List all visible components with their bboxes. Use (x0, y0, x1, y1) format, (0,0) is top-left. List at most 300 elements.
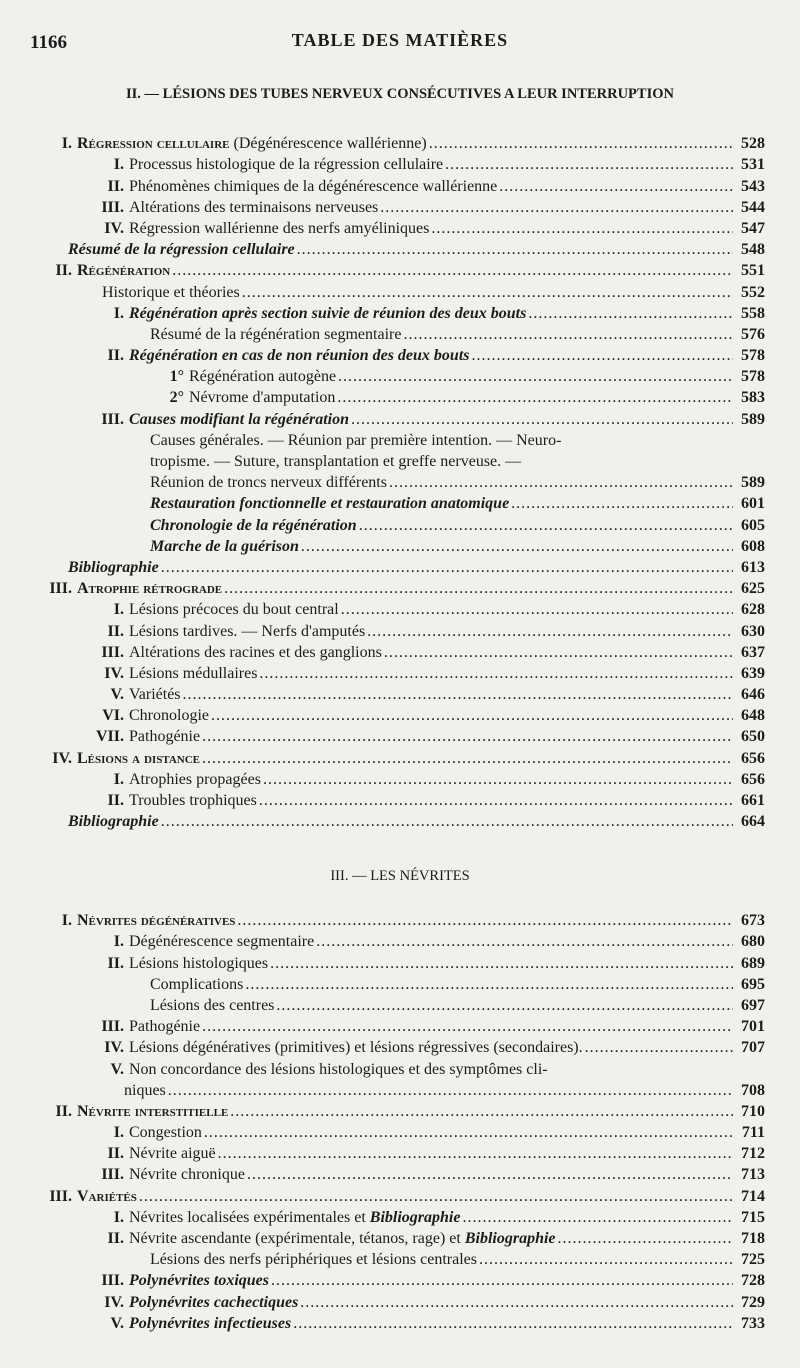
dot-leader (445, 155, 733, 175)
entry-page-number: 673 (741, 912, 765, 930)
entry-title: Polynévrites cachectiques (129, 1293, 299, 1311)
entry-page-number: 613 (741, 558, 765, 576)
entry-italic-suffix: Bibliographie (369, 1208, 461, 1226)
toc2-entry[interactable] (40, 197, 765, 218)
entry-label (150, 494, 509, 514)
entry-number: II. (107, 1230, 124, 1247)
toc2-entry[interactable] (40, 303, 765, 324)
toc3-entry[interactable] (40, 1185, 765, 1206)
dot-leader (384, 643, 733, 663)
entry-number: VI. (102, 707, 124, 725)
entry-label (90, 219, 429, 239)
dot-leader (297, 240, 733, 260)
toc2-entry[interactable] (40, 557, 765, 578)
dot-leader (139, 1187, 733, 1207)
toc2-entry[interactable] (40, 175, 765, 196)
dot-leader (300, 1293, 733, 1313)
dot-leader (479, 1250, 733, 1270)
entry-title: Régression wallérienne des nerfs amyéliniques (129, 219, 430, 237)
page-title: TABLE DES MATIÈRES (291, 30, 509, 50)
entry-number: III. (101, 1272, 124, 1290)
toc3-entry[interactable] (40, 1313, 765, 1334)
entry-label (150, 431, 561, 451)
entry-title: Lésions a distance (77, 749, 200, 767)
entry-title: Variétés (129, 686, 181, 704)
toc3-entry[interactable] (40, 1016, 765, 1037)
toc2-entry[interactable] (40, 133, 765, 154)
dot-leader (202, 1017, 733, 1037)
toc3-entry[interactable] (40, 910, 765, 931)
dot-leader (183, 685, 733, 705)
toc-section-3 (40, 910, 765, 1334)
entry-page-number: 589 (741, 474, 765, 492)
entry-title: Causes modifiant la régénération (129, 410, 350, 428)
entry-label (40, 261, 170, 281)
entry-label (150, 452, 521, 472)
dot-leader (172, 261, 733, 281)
entry-label (90, 304, 526, 324)
entry-label (40, 1187, 137, 1207)
entry-page-number: 729 (741, 1293, 765, 1311)
entry-number: II. (107, 622, 124, 640)
toc3-entry[interactable] (40, 1228, 765, 1249)
entry-page-number: 680 (741, 933, 765, 951)
entry-number: V. (110, 686, 124, 704)
dot-leader (462, 1208, 733, 1228)
entry-label (90, 1314, 291, 1334)
entry-page-number: 714 (741, 1187, 765, 1205)
entry-page-number: 728 (741, 1272, 765, 1290)
entry-title: Régénération en cas de non réunion des deux bouts (129, 347, 470, 365)
entry-label (90, 155, 443, 175)
toc2-entry[interactable] (40, 154, 765, 175)
entry-number: I. (113, 1208, 124, 1226)
entry-label (90, 1017, 200, 1037)
entry-title: Chronologie (129, 707, 209, 725)
dot-leader (558, 1229, 733, 1249)
entry-title: Variétés (77, 1187, 137, 1205)
entry-number: I. (113, 601, 124, 619)
toc2-entry[interactable] (40, 239, 765, 260)
entry-page-number: 625 (741, 580, 765, 598)
toc2-entry[interactable] (40, 387, 765, 408)
entry-title: Régression cellulaire (77, 135, 230, 153)
entry-title: Lésions des nerfs périphériques et lésions centrales (150, 1251, 478, 1269)
entry-page-number: 578 (741, 347, 765, 365)
entry-title: Pathogénie (129, 1018, 201, 1036)
entry-label (90, 410, 349, 430)
entry-page-number: 695 (741, 975, 765, 993)
entry-title: Lésions précoces du bout central (129, 601, 339, 619)
entry-title: Complications (150, 975, 244, 993)
entry-title: Névrite ascendante (expérimentale, tétanos, rage) et (129, 1230, 465, 1247)
toc3-entry[interactable] (40, 1249, 765, 1270)
entry-number: III. (101, 1018, 124, 1036)
dot-leader (168, 1081, 733, 1101)
toc3-entry[interactable] (40, 952, 765, 973)
entry-page-number: 601 (741, 495, 765, 513)
entry-page-number: 664 (741, 813, 765, 831)
entry-label (90, 685, 181, 705)
entry-title: Chronologie de la régénération (150, 516, 357, 534)
entry-title: Bibliographie (68, 558, 159, 576)
entry-page-number: 701 (741, 1018, 765, 1036)
toc3-entry[interactable] (40, 1122, 765, 1143)
entry-page-number: 583 (741, 389, 765, 407)
entry-number: I. (113, 1124, 124, 1142)
dot-leader (431, 219, 733, 239)
entry-number: III. (101, 410, 124, 428)
entry-title: Névrite interstitielle (77, 1102, 229, 1120)
entry-number: II. (55, 1102, 72, 1120)
toc3-entry[interactable] (40, 1037, 765, 1058)
entry-label (40, 1102, 228, 1122)
entry-title: Névrites dégénératives (77, 912, 236, 930)
entry-italic-suffix: Bibliographie (464, 1230, 556, 1247)
entry-title: Marche de la guérison (150, 537, 299, 555)
entry-title: Polynévrites toxiques (129, 1272, 269, 1290)
entry-title: Névrites localisées expérimentales et (129, 1208, 370, 1226)
entry-page-number: 589 (741, 410, 765, 428)
entry-label (90, 1060, 548, 1080)
entry-number: 2° (169, 389, 184, 407)
entry-page-number: 531 (741, 156, 765, 174)
toc2-entry[interactable] (40, 811, 765, 832)
dot-leader (263, 770, 733, 790)
entry-page-number: 656 (741, 749, 765, 767)
entry-label (40, 579, 222, 599)
entry-page-number: 543 (741, 177, 765, 195)
entry-title: Causes générales. — Réunion par première intention. — Neuro- (150, 431, 562, 449)
entry-label (68, 240, 295, 260)
toc2-entry[interactable] (40, 642, 765, 663)
entry-number: V. (110, 1314, 124, 1332)
toc3-entry[interactable] (40, 1270, 765, 1291)
section-heading-2: II. — LÉSIONS DES TUBES NERVEUX CONSÉCUTIVES A LEUR INTERRUPTION (126, 86, 674, 102)
dot-leader (301, 537, 733, 557)
entry-title: Bibliographie (68, 813, 159, 831)
dot-leader (211, 706, 733, 726)
toc3-entry[interactable] (40, 1164, 765, 1185)
entry-label (90, 198, 378, 218)
entry-title: Atrophie rétrograde (77, 580, 223, 598)
entry-page-number: 718 (741, 1230, 765, 1247)
toc3-entry[interactable] (40, 931, 765, 952)
toc2-entry[interactable] (40, 324, 765, 345)
entry-number: II. (107, 792, 124, 809)
entry-title: Névrome d'amputation (189, 389, 336, 407)
entry-label (150, 473, 387, 493)
section-heading-3: III. — LES NÉVRITES (330, 868, 470, 884)
toc2-entry[interactable] (40, 451, 765, 472)
dot-leader (270, 954, 733, 974)
entry-number: III. (49, 580, 72, 598)
toc2-entry[interactable] (40, 514, 765, 535)
entry-page-number: 639 (741, 664, 765, 682)
entry-title: niques (124, 1081, 166, 1099)
entry-title: Congestion (129, 1124, 202, 1142)
entry-number: II. (107, 954, 124, 972)
dot-leader (511, 494, 733, 514)
entry-title: Historique et théories (102, 283, 240, 301)
entry-title: Névrite aiguë (129, 1145, 216, 1163)
toc2-entry[interactable] (40, 726, 765, 747)
entry-title: Résumé de la régénération segmentaire (150, 325, 402, 343)
toc2-entry[interactable] (40, 663, 765, 684)
dot-leader (224, 579, 733, 599)
entry-number: III. (101, 643, 124, 661)
entry-title: Altérations des racines et des ganglions (129, 643, 382, 661)
entry-title: Réunion de troncs nerveux différents (150, 474, 387, 492)
entry-number: V. (110, 1060, 124, 1078)
toc2-entry[interactable] (40, 408, 765, 429)
entry-title: Processus histologique de la régression cellulaire (129, 156, 444, 174)
dot-leader (338, 367, 733, 387)
toc2-entry[interactable] (40, 536, 765, 557)
toc3-entry[interactable] (40, 1143, 765, 1164)
toc2-entry[interactable] (40, 493, 765, 514)
entry-number: III. (49, 1187, 72, 1205)
entry-title: Dégénérescence segmentaire (129, 933, 315, 951)
toc3-entry[interactable] (40, 1080, 765, 1101)
toc3-entry[interactable] (40, 1291, 765, 1312)
entry-page-number: 528 (741, 135, 765, 153)
entry-title: Régénération (77, 262, 171, 280)
dot-leader (380, 198, 733, 218)
entry-title: Régénération autogène (189, 368, 337, 386)
toc2-entry[interactable] (40, 260, 765, 281)
entry-page-number: 578 (741, 368, 765, 386)
dot-leader (242, 283, 733, 303)
entry-number: III. (101, 1166, 124, 1184)
entry-page-number: 630 (741, 622, 765, 640)
entry-label (90, 1038, 583, 1058)
dot-leader (499, 177, 733, 197)
dot-leader (429, 134, 733, 154)
entry-label (90, 727, 200, 747)
dot-leader (351, 410, 733, 430)
entry-label (150, 367, 336, 387)
entry-number: I. (113, 770, 124, 788)
entry-page-number: 551 (741, 262, 765, 280)
entry-title: tropisme. — Suture, transplantation et greffe nerveuse. — (150, 453, 522, 470)
entry-title: Névrite chronique (129, 1166, 245, 1184)
entry-number: I. (61, 135, 72, 153)
entry-title: Régénération après section suivie de réunion des deux bouts (129, 304, 527, 322)
entry-title: Pathogénie (129, 728, 201, 746)
dot-leader (247, 1165, 733, 1185)
dot-leader (237, 911, 733, 931)
entry-label (90, 643, 382, 663)
entry-number: II. (55, 262, 72, 280)
toc2-entry[interactable] (40, 281, 765, 302)
entry-title: Non concordance des lésions histologiques et des symptômes cli- (129, 1060, 548, 1078)
dot-leader (359, 516, 733, 536)
entry-number: II. (107, 347, 124, 365)
entry-label (90, 932, 314, 952)
dot-leader (471, 346, 733, 366)
dot-leader (245, 975, 733, 995)
entry-page-number: 656 (741, 770, 765, 788)
entry-page-number: 552 (741, 283, 765, 301)
dot-leader (202, 749, 733, 769)
entry-label (150, 537, 299, 557)
toc3-entry[interactable] (40, 974, 765, 995)
entry-label (90, 1165, 245, 1185)
entry-label (90, 791, 257, 811)
entry-label (90, 954, 268, 974)
toc2-entry[interactable] (40, 345, 765, 366)
entry-number: I. (61, 912, 72, 930)
entry-label (150, 388, 335, 408)
entry-label (68, 558, 159, 578)
toc2-entry[interactable] (40, 366, 765, 387)
entry-page-number: 733 (741, 1314, 765, 1332)
toc2-entry[interactable] (40, 599, 765, 620)
entry-page-number: 697 (741, 996, 765, 1014)
toc-section-2 (40, 133, 765, 832)
dot-leader (161, 812, 733, 832)
toc2-entry[interactable] (40, 578, 765, 599)
entry-number: IV. (104, 664, 124, 682)
entry-label (124, 1081, 166, 1101)
entry-label (90, 664, 257, 684)
entry-title: Lésions des centres (150, 996, 275, 1014)
entry-page-number: 715 (741, 1208, 765, 1226)
entry-number: VII. (95, 728, 124, 746)
toc2-entry[interactable] (40, 218, 765, 239)
entry-title: Atrophies propagées (129, 770, 261, 788)
entry-label (90, 1271, 269, 1291)
dot-leader (367, 622, 733, 642)
entry-number: 1° (169, 368, 184, 386)
entry-page-number: 605 (741, 516, 765, 534)
entry-label (150, 325, 401, 345)
dot-leader (161, 558, 733, 578)
entry-label (90, 177, 497, 197)
entry-title: Lésions tardives. — Nerfs d'amputés (129, 622, 366, 640)
entry-label (150, 975, 243, 995)
entry-page-number: 689 (741, 954, 765, 972)
entry-number: II. (107, 1145, 124, 1163)
entry-page-number: 713 (741, 1166, 765, 1184)
entry-number: I. (113, 304, 124, 322)
dot-leader (204, 1123, 733, 1143)
entry-page-number: 710 (741, 1102, 765, 1120)
toc2-entry[interactable] (40, 684, 765, 705)
toc3-entry[interactable] (40, 1058, 765, 1079)
entry-label (150, 996, 274, 1016)
entry-title: Résumé de la régression cellulaire (68, 241, 295, 259)
entry-page-number: 544 (741, 198, 765, 216)
entry-label (40, 911, 235, 931)
toc3-entry[interactable] (40, 995, 765, 1016)
dot-leader (341, 600, 733, 620)
entry-number: I. (113, 933, 124, 951)
dot-leader (218, 1144, 733, 1164)
page-number: 1166 (30, 32, 67, 53)
entry-page-number: 547 (741, 219, 765, 237)
entry-label (150, 1250, 477, 1270)
entry-page-number: 661 (741, 792, 765, 809)
entry-title: Polynévrites infectieuses (129, 1314, 292, 1332)
entry-number: I. (113, 156, 124, 174)
dot-leader (276, 996, 733, 1016)
toc2-entry[interactable] (40, 790, 765, 811)
toc3-entry[interactable] (40, 1101, 765, 1122)
dot-leader (259, 791, 733, 811)
entry-page-number: 648 (741, 707, 765, 725)
entry-page-number: 708 (741, 1081, 765, 1099)
entry-page-number: 628 (741, 601, 765, 619)
dot-leader (202, 727, 733, 747)
entry-label (40, 749, 200, 769)
toc2-entry[interactable] (40, 430, 765, 451)
entry-title: Lésions histologiques (129, 954, 269, 972)
entry-label (40, 134, 427, 154)
dot-leader (316, 932, 733, 952)
entry-title: Troubles trophiques (129, 792, 257, 809)
entry-number: III. (101, 198, 124, 216)
entry-page-number: 608 (741, 537, 765, 555)
toc2-entry[interactable] (40, 747, 765, 768)
entry-label (150, 516, 357, 536)
page-header (0, 30, 800, 54)
entry-page-number: 637 (741, 643, 765, 661)
entry-title: Restauration fonctionnelle et restauration anatomique (150, 495, 510, 513)
dot-leader (271, 1271, 733, 1291)
entry-number: IV. (104, 1293, 124, 1311)
toc2-entry[interactable] (40, 705, 765, 726)
entry-page-number: 548 (741, 241, 765, 259)
entry-number: IV. (104, 219, 124, 237)
entry-number: II. (107, 177, 124, 195)
toc2-entry[interactable] (40, 769, 765, 790)
entry-page-number: 650 (741, 728, 765, 746)
entry-label (90, 706, 209, 726)
entry-label (68, 812, 159, 832)
entry-label (90, 346, 469, 366)
dot-leader (259, 664, 733, 684)
toc2-entry[interactable] (40, 472, 765, 493)
entry-page-number: 707 (741, 1039, 765, 1057)
dot-leader (389, 473, 733, 493)
entry-number: IV. (52, 749, 72, 767)
entry-label (102, 283, 240, 303)
entry-title: Altérations des terminaisons nerveuses (129, 198, 379, 216)
entry-label (90, 600, 339, 620)
dot-leader (585, 1038, 733, 1058)
dot-leader (230, 1102, 733, 1122)
entry-label (90, 1144, 216, 1164)
entry-page-number: 725 (741, 1251, 765, 1269)
dot-leader (403, 325, 733, 345)
entry-label (90, 622, 365, 642)
toc3-entry[interactable] (40, 1207, 765, 1228)
entry-page-number: 711 (741, 1124, 765, 1142)
entry-title: Phénomènes chimiques de la dégénérescence wallérienne (129, 177, 498, 195)
entry-number: IV. (104, 1039, 124, 1057)
entry-label (90, 1293, 298, 1313)
entry-label (90, 770, 261, 790)
dot-leader (293, 1314, 733, 1334)
entry-title: Lésions dégénératives (primitives) et lésions régressives (secondaires). (129, 1039, 583, 1057)
dot-leader (337, 388, 733, 408)
entry-page-number: 576 (741, 325, 765, 343)
entry-page-number: 646 (741, 686, 765, 704)
toc2-entry[interactable] (40, 620, 765, 641)
entry-page-number: 712 (741, 1145, 765, 1163)
